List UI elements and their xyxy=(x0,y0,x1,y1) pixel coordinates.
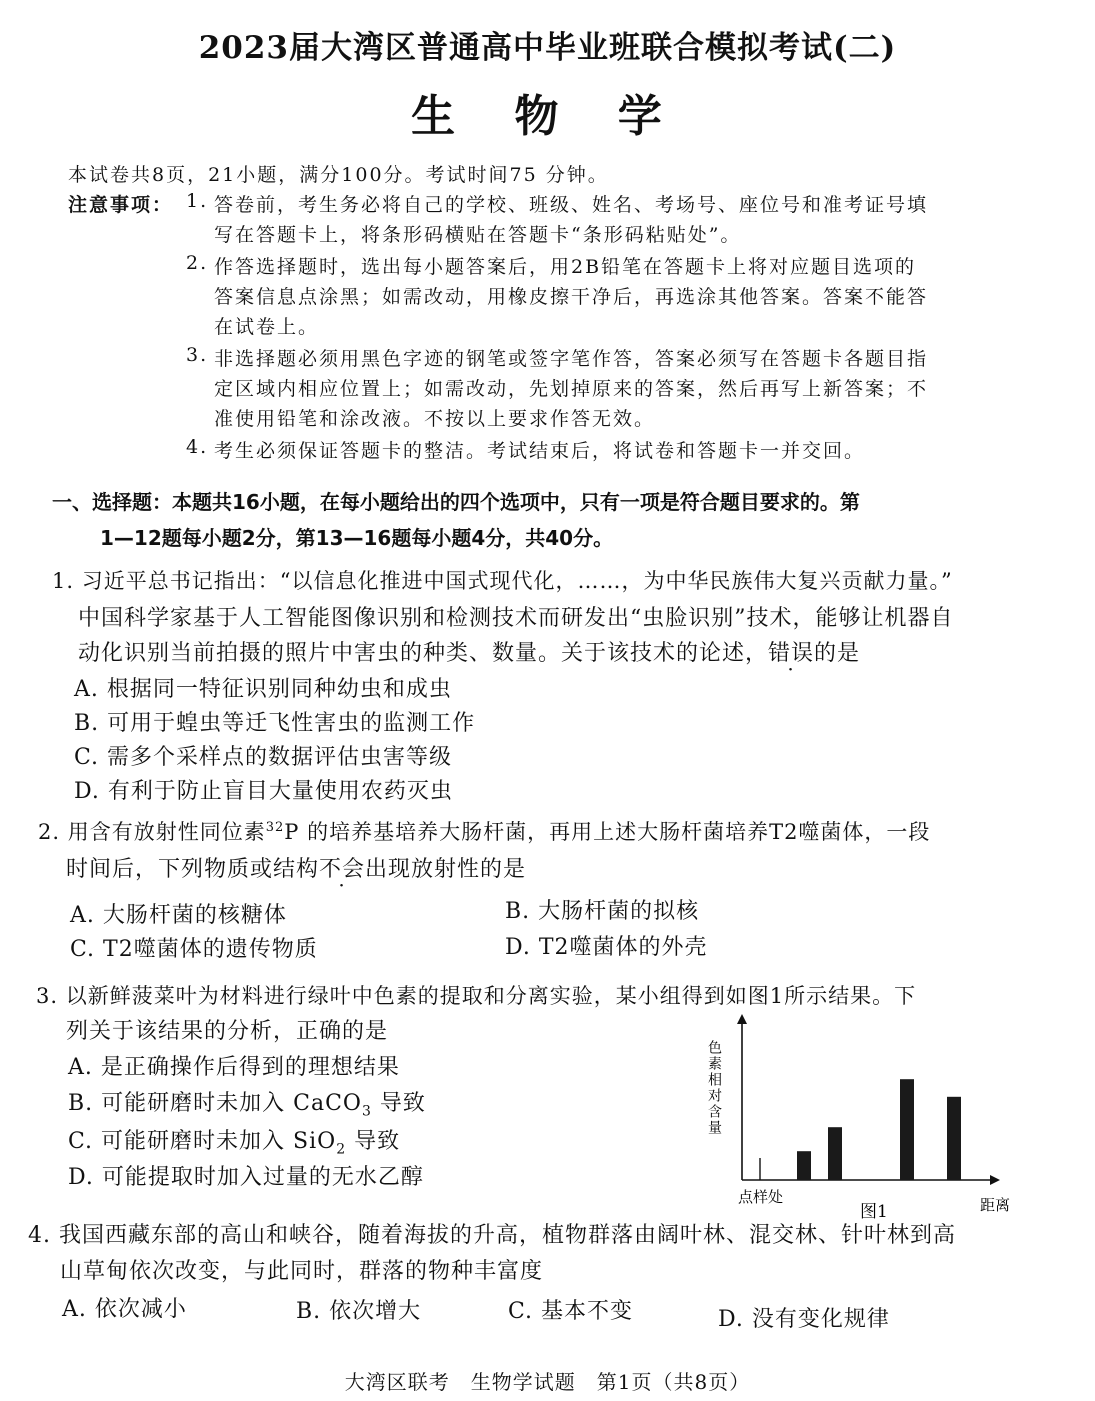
q3-option-c-text: C. 可能研磨时未加入 SiO xyxy=(68,1129,337,1154)
note-line: 准使用铅笔和涂改液。不按以上要求作答无效。 xyxy=(214,408,656,430)
note-line: 答卷前，考生务必将自己的学校、班级、姓名、考场号、座位号和准考证号填 xyxy=(214,194,929,216)
q1-stem-text: 动化识别当前拍摄的照片中害虫的种类、数量。关于该技术的论述， xyxy=(78,641,769,666)
subscript: 2 xyxy=(336,1141,347,1158)
y-axis-arrow xyxy=(737,1014,747,1024)
q4-option-b: B. 依次增大 xyxy=(296,1299,422,1324)
subscript: 3 xyxy=(361,1103,372,1120)
exam-intro: 本试卷共8页，21小题，满分100分。考试时间75 分钟。 xyxy=(68,164,609,186)
page-footer: 大湾区联考 生物学试题 第1页（共8页） xyxy=(344,1370,751,1394)
note-line: 考生必须保证答题卡的整洁。考试结束后，将试卷和答题卡一并交回。 xyxy=(214,440,866,462)
note-num: 3. xyxy=(186,344,209,366)
chart-bar-4 xyxy=(947,1097,961,1180)
x-axis-arrow xyxy=(990,1175,1000,1185)
q3-option-c xyxy=(68,1124,400,1157)
q1-stem xyxy=(78,636,860,667)
q1-emphasis: 错误 xyxy=(768,641,815,666)
q4-stem: 4. 我国西藏东部的高山和峡谷，随着海拔的升高，植物群落由阔叶林、混交林、针叶林到高 xyxy=(28,1223,956,1248)
isotope-mass: 32 xyxy=(265,820,285,835)
note-line: 作答选择题时，选出每小题答案后，用2B铅笔在答题卡上将对应题目选项的 xyxy=(214,256,917,278)
note-line: 定区域内相应位置上；如需改动，先划掉原来的答案，然后再写上新答案；不 xyxy=(214,378,929,400)
q3-option-b xyxy=(68,1086,426,1119)
q1-option-a: A. 根据同一特征识别同种幼虫和成虫 xyxy=(74,677,452,702)
section-heading-cont: 1—12题每小题2分，第13—16题每小题4分，共40分。 xyxy=(100,526,614,550)
q1-stem: 中国科学家基于人工智能图像识别和检测技术而研发出“虫脸识别”技术，能够让机器自 xyxy=(78,606,954,631)
q2-emphasis: 不会 xyxy=(319,857,366,882)
notes-label: 注意事项： xyxy=(68,194,174,216)
chart-bar-3 xyxy=(900,1079,914,1180)
q4-option-c: C. 基本不变 xyxy=(508,1299,634,1324)
q3-stem: 列关于该结果的分析，正确的是 xyxy=(66,1019,389,1044)
q1-stem: 1. 习近平总书记指出：“以信息化推进中国式现代化，……，为中华民族伟大复兴贡献力量。” xyxy=(52,569,953,593)
q3-option-b-text: B. 可能研磨时未加入 CaCO xyxy=(68,1091,362,1116)
section-heading: 一、选择题：本题共16小题，在每小题给出的四个选项中，只有一项是符合题目要求的。第 xyxy=(52,490,860,514)
note-num: 4. xyxy=(186,436,209,458)
chart-bar-2 xyxy=(828,1127,842,1180)
q1-option-b: B. 可用于蝗虫等迁飞性害虫的监测工作 xyxy=(74,711,476,736)
note-num: 1. xyxy=(186,190,209,212)
q2-option-a: A. 大肠杆菌的核糖体 xyxy=(70,903,287,928)
q2-stem-text: 2. 用含有放射性同位素 xyxy=(38,820,266,844)
q3-option-d: D. 可能提取时加入过量的无水乙醇 xyxy=(68,1165,424,1190)
x-axis-label: 距离 xyxy=(980,1196,1011,1214)
q1-stem-text: 的是 xyxy=(814,641,861,666)
q2-option-b: B. 大肠杆菌的拟核 xyxy=(505,899,700,924)
q2-stem xyxy=(38,816,930,846)
note-line: 答案信息点涂黑；如需改动，用橡皮擦干净后，再选涂其他答案。答案不能答 xyxy=(214,286,929,308)
q2-option-d: D. T2噬菌体的外壳 xyxy=(505,935,708,960)
figure-caption: 图1 xyxy=(860,1202,888,1222)
figure-1-chart xyxy=(700,1010,1030,1225)
q3-option-a: A. 是正确操作后得到的理想结果 xyxy=(68,1055,400,1080)
q2-stem xyxy=(66,852,526,883)
q2-option-c: C. T2噬菌体的遗传物质 xyxy=(70,937,318,962)
note-line: 在试卷上。 xyxy=(214,316,320,338)
origin-label: 点样处 xyxy=(738,1188,784,1206)
q3-stem: 3. 以新鲜菠菜叶为材料进行绿叶中色素的提取和分离实验，某小组得到如图1所示结果。下 xyxy=(36,984,917,1008)
q2-stem-text: 时间后，下列物质或结构 xyxy=(66,857,320,882)
q4-option-a: A. 依次减小 xyxy=(62,1297,187,1322)
q4-option-d: D. 没有变化规律 xyxy=(718,1307,890,1332)
q4-stem: 山草甸依次改变，与此同时，群落的物种丰富度 xyxy=(60,1259,544,1284)
exam-title: 2023届大湾区普通高中毕业班联合模拟考试(二) xyxy=(198,30,897,66)
q2-stem-text: P 的培养基培养大肠杆菌，再用上述大肠杆菌培养T2噬菌体，一段 xyxy=(284,820,931,844)
note-line: 非选择题必须用黑色字迹的钢笔或签字笔作答，答案必须写在答题卡各题目指 xyxy=(214,348,929,370)
q3-option-c-text: 导致 xyxy=(346,1129,401,1154)
note-line: 写在答题卡上，将条形码横贴在答题卡“条形码粘贴处”。 xyxy=(214,224,742,246)
note-num: 2. xyxy=(186,252,209,274)
q1-option-d: D. 有利于防止盲目大量使用农药灭虫 xyxy=(74,779,453,804)
subject-title: 生 物 学 xyxy=(411,91,684,142)
q1-option-c: C. 需多个采样点的数据评估虫害等级 xyxy=(74,745,453,770)
chart-bar-1 xyxy=(797,1151,811,1180)
q2-stem-text: 出现放射性的是 xyxy=(365,857,527,882)
y-axis-label: 色素相对含量 xyxy=(706,1040,722,1136)
q3-option-b-text: 导致 xyxy=(371,1091,426,1116)
